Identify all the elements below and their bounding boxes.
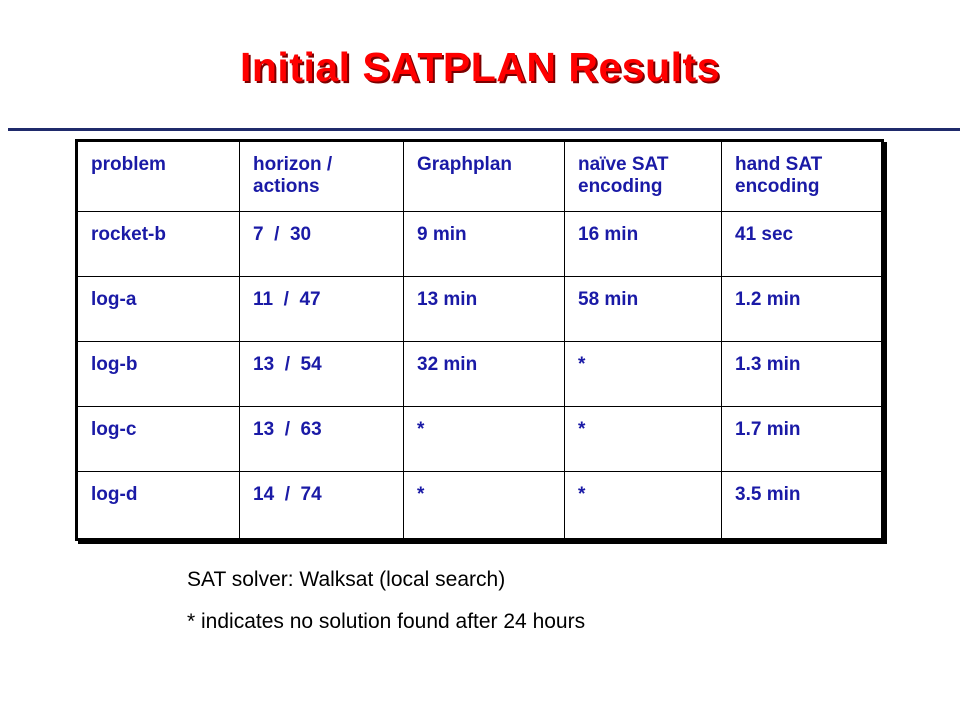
cell-problem: log-c bbox=[77, 407, 240, 472]
table-row bbox=[77, 277, 883, 342]
solver-note: SAT solver: Walksat (local search) bbox=[187, 568, 506, 591]
cell-horizon-actions: 11 / 47 bbox=[240, 277, 404, 342]
table-row bbox=[77, 407, 883, 472]
cell-graphplan: * bbox=[404, 472, 565, 540]
cell-naive-sat: 58 min bbox=[565, 277, 722, 342]
cell-horizon-actions: 13 / 63 bbox=[240, 407, 404, 472]
cell-hand-sat: 1.2 min bbox=[722, 277, 883, 342]
cell-horizon-actions: 7 / 30 bbox=[240, 212, 404, 277]
table-row bbox=[77, 472, 883, 540]
cell-problem: log-a bbox=[77, 277, 240, 342]
cell-hand-sat: 41 sec bbox=[722, 212, 883, 277]
cell-naive-sat: * bbox=[565, 342, 722, 407]
table-header-row bbox=[77, 141, 883, 212]
cell-hand-sat: 3.5 min bbox=[722, 472, 883, 540]
cell-hand-sat: 1.3 min bbox=[722, 342, 883, 407]
cell-graphplan: 32 min bbox=[404, 342, 565, 407]
header-hand-sat-encoding: hand SAT encoding bbox=[722, 141, 883, 212]
cell-naive-sat: 16 min bbox=[565, 212, 722, 277]
results-table-body bbox=[77, 141, 883, 540]
cell-horizon-actions: 14 / 74 bbox=[240, 472, 404, 540]
results-table bbox=[75, 139, 884, 541]
cell-naive-sat: * bbox=[565, 407, 722, 472]
header-graphplan: Graphplan bbox=[404, 141, 565, 212]
cell-naive-sat: * bbox=[565, 472, 722, 540]
cell-graphplan: 13 min bbox=[404, 277, 565, 342]
cell-hand-sat: 1.7 min bbox=[722, 407, 883, 472]
footnotes bbox=[187, 567, 585, 651]
slide-title: Initial SATPLAN Results bbox=[239, 44, 721, 90]
table-row bbox=[77, 342, 883, 407]
title-divider bbox=[8, 128, 960, 131]
cell-graphplan: 9 min bbox=[404, 212, 565, 277]
table-row bbox=[77, 212, 883, 277]
header-naive-sat-encoding: naïve SAT encoding bbox=[565, 141, 722, 212]
cell-graphplan: * bbox=[404, 407, 565, 472]
cell-problem: log-b bbox=[77, 342, 240, 407]
cell-problem: rocket-b bbox=[77, 212, 240, 277]
cell-horizon-actions: 13 / 54 bbox=[240, 342, 404, 407]
no-solution-note: * indicates no solution found after 24 hours bbox=[187, 610, 586, 633]
header-problem: problem bbox=[77, 141, 240, 212]
cell-problem: log-d bbox=[77, 472, 240, 540]
header-horizon-actions: horizon / actions bbox=[240, 141, 404, 212]
